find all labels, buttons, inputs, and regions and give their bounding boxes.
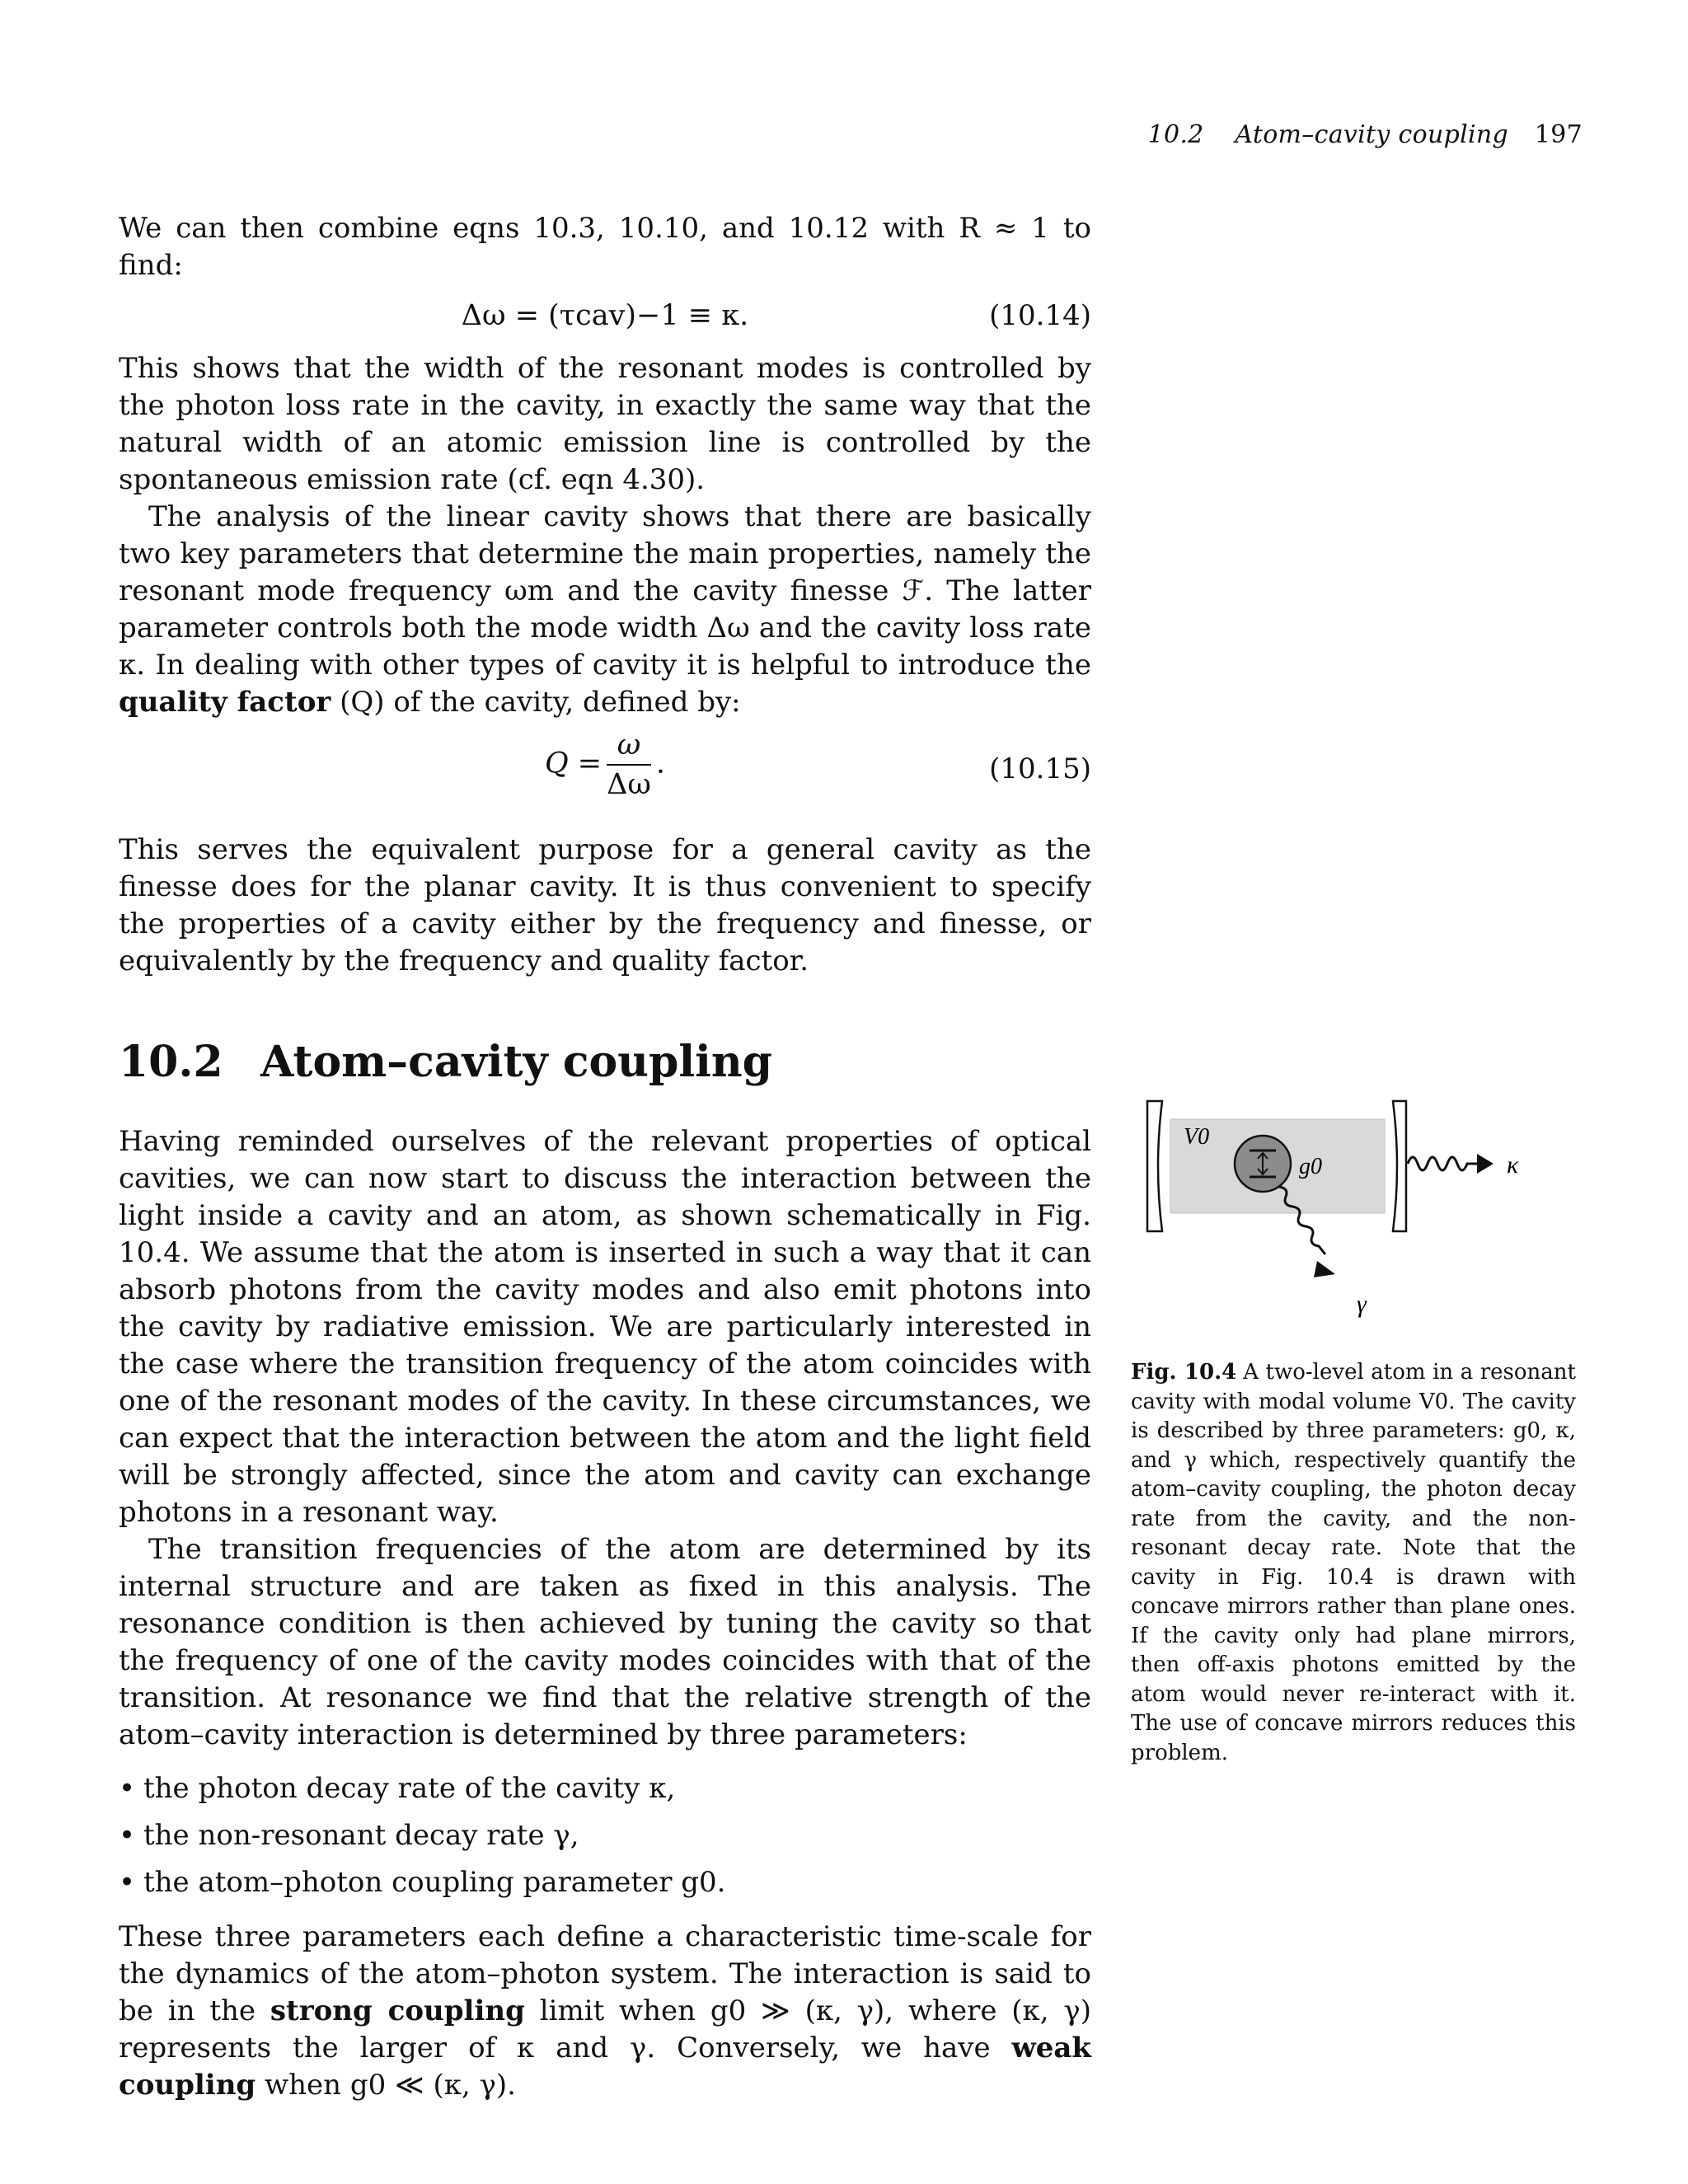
equation-10-15-lhs: Q = — [544, 747, 603, 780]
volume-label: V0 — [1184, 1124, 1210, 1150]
term-weak-coupling: weak coupling — [119, 2032, 1091, 2102]
paragraph-timescale — [119, 1919, 1091, 2104]
coupling-label: g0 — [1299, 1154, 1322, 1179]
paragraph-analysis-end: (Q) of the cavity, defined by: — [340, 686, 741, 719]
header-section-number: 10.2 — [1147, 120, 1204, 149]
header-title: Atom–cavity coupling — [1235, 120, 1508, 149]
section-title: Atom–cavity coupling — [260, 1037, 773, 1087]
cavity-decay-wavy-photon — [1408, 1157, 1477, 1170]
paragraph-timescale-part-1: These three parameters each define a characteristic time-scale for the dynamics of the atom–photon system. The interaction is said to be in the — [119, 1920, 1091, 2027]
list-item: • the photon decay rate of the cavity κ, — [119, 1770, 1091, 1807]
equation-10-15-tail: . — [655, 747, 666, 780]
equation-10-15-numerator: ω — [607, 726, 651, 766]
section-number: 10.2 — [119, 1037, 223, 1087]
figure-10-4 — [1137, 1096, 1574, 1327]
equation-10-14-number: (10.14) — [989, 299, 1091, 332]
list-item: • the non-resonant decay rate γ, — [119, 1817, 1091, 1854]
caption-text: A two-level atom in a resonant cavity with modal volume V0. The cavity is described by three parameters: g0, κ, and γ which, respectively quantify the atom–cavity coupling, the photon decay rate from the cavity, and the non-resonant decay rate. Note that the cavity in Fig. 10.4 is drawn with concave mirrors rather than plane ones. If the cavity only had plane mirrors, then off-axis photons emitted by the atom would never re-interact with it. The use of concave mirrors reduces this problem. — [1131, 1360, 1576, 1765]
right-mirror — [1393, 1101, 1406, 1231]
page-number: 197 — [1534, 120, 1582, 149]
term-quality-factor: quality factor — [119, 686, 331, 719]
paragraph-intro: We can then combine eqns 10.3, 10.10, and 10.12 with R ≈ 1 to find: — [119, 212, 1091, 282]
equation-10-14-expression: Δω = (τcav)−1 ≡ κ. — [461, 299, 749, 332]
paragraph-transition: The transition frequencies of the atom are determined by its internal structure and are taken as fixed in this analysis. The resonance condition is then achieved by tuning the cavity so that the frequency of one of the cavity modes coincides with that of the transition. At resonance we find that the relative strength of the atom–cavity interaction is determined by three parameters: — [119, 1533, 1091, 1751]
paragraph-serves: This serves the equivalent purpose for a general cavity as the finesse does for the planar cavity. It is thus convenient to specify the properties of a cavity either by the frequency and finesse, or equivalently by the frequency and quality factor. — [119, 833, 1091, 977]
paragraph-reminded: Having reminded ourselves of the relevant properties of optical cavities, we can now start to discuss the interaction between the light inside a cavity and an atom, as shown schematically in Fig. 10.4. We assume that the atom is inserted in such a way that it can absorb photons from the cavity modes and also emit photons into the cavity by radiative emission. We are particularly interested in the case where the transition frequency of the atom coincides with one of the resonant modes of the cavity. In these circumstances, we can expect that the interaction between the atom and the light field will be strongly affected, since the atom and cavity can exchange photons in a resonant way. — [119, 1125, 1091, 1529]
cavity-diagram — [1137, 1096, 1574, 1327]
caption-label: Fig. 10.4 — [1131, 1360, 1237, 1385]
gamma-arrowhead — [1314, 1261, 1335, 1277]
term-strong-coupling: strong coupling — [270, 1994, 525, 2027]
paragraph-analysis-start: The analysis of the linear cavity shows that there are basically two key parameters that determine the main properties, namely the resonant mode frequency ωm and the cavity finesse ℱ. The latter parameter controls both the mode width Δω and the cavity loss rate κ. In dealing with other types of cavity it is helpful to introduce the — [119, 500, 1091, 682]
list-item: • the atom–photon coupling parameter g0. — [119, 1864, 1091, 1900]
paragraph-timescale-part-2: limit when g0 ≫ (κ, γ), where (κ, γ) represents the larger of κ and γ. Conversely, we have — [119, 1994, 1092, 2064]
kappa-label: κ — [1507, 1151, 1519, 1179]
running-header — [1148, 120, 1582, 149]
equation-10-15 — [119, 726, 1091, 825]
paragraph-width: This shows that the width of the resonant modes is controlled by the photon loss rate in the cavity, in exactly the same way that the natural width of an atomic emission line is controlled by the spontaneous emission rate (cf. eqn 4.30). — [119, 352, 1091, 496]
parameter-list — [119, 1770, 1091, 1900]
paragraph-analysis — [119, 499, 1091, 721]
figure-caption — [1131, 1358, 1576, 1768]
paragraph-timescale-part-3: when g0 ≪ (κ, γ). — [265, 2069, 516, 2102]
equation-10-15-expression — [119, 726, 1091, 804]
equation-10-15-number: (10.15) — [989, 752, 1091, 785]
section-heading — [119, 1038, 1091, 1087]
main-text-column — [119, 210, 1091, 2104]
kappa-arrowhead — [1477, 1154, 1493, 1174]
left-mirror — [1147, 1101, 1162, 1231]
equation-10-15-fraction — [607, 726, 651, 804]
equation-10-14 — [119, 291, 1091, 340]
gamma-label: γ — [1357, 1291, 1367, 1318]
equation-10-15-denominator: Δω — [607, 768, 651, 801]
